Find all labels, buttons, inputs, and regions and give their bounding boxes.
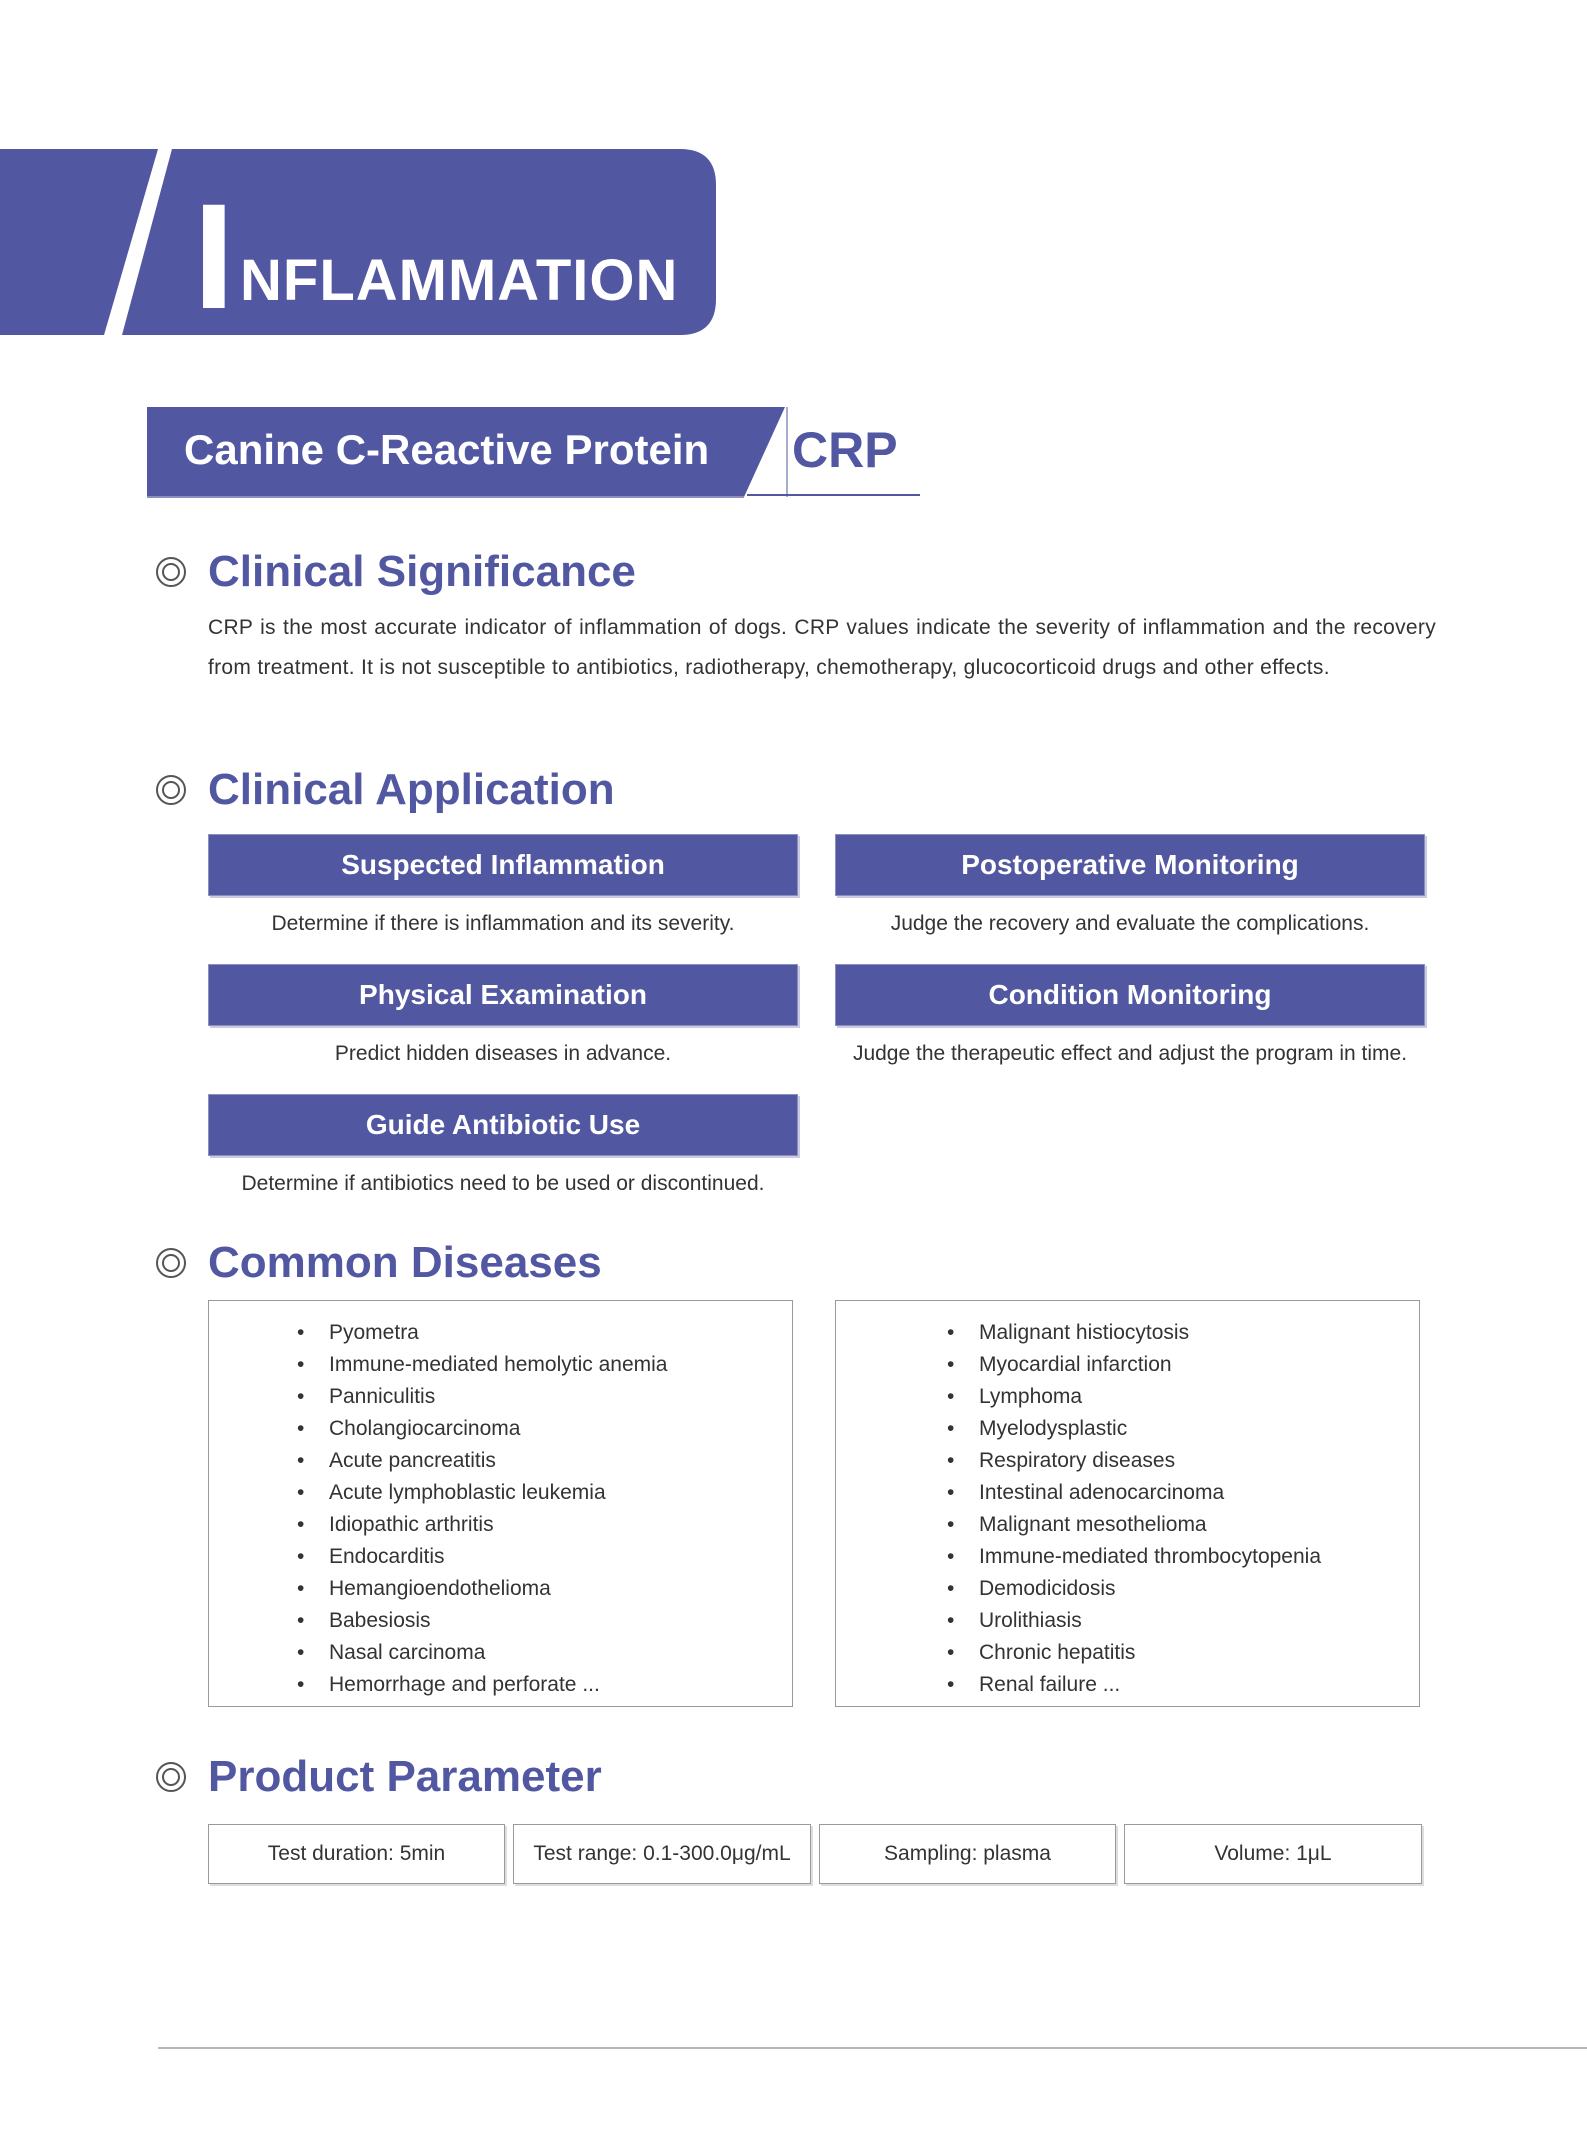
list-item: • Intestinal adenocarcinoma xyxy=(979,1477,1419,1509)
list-item: • Hemorrhage and perforate ... xyxy=(329,1669,792,1701)
application-item xyxy=(208,964,798,1066)
list-item: • Respiratory diseases xyxy=(979,1445,1419,1477)
section-title: Product Parameter xyxy=(208,1752,602,1801)
application-item xyxy=(208,1094,798,1196)
application-description: Judge the therapeutic effect and adjust the program in time. xyxy=(852,1042,1408,1065)
application-label: Guide Antibiotic Use xyxy=(208,1094,798,1156)
product-abbreviation: CRP xyxy=(792,422,898,478)
banner-initial-letter: I xyxy=(193,172,235,340)
list-item: • Hemangioendothelioma xyxy=(329,1573,792,1605)
banner-title: NFLAMMATION xyxy=(240,248,679,313)
param-sampling: Sampling: plasma xyxy=(819,1824,1116,1884)
section-product-parameter xyxy=(156,1752,602,1801)
param-test-range: Test range: 0.1-300.0μg/mL xyxy=(513,1824,811,1884)
list-item: • Nasal carcinoma xyxy=(329,1637,792,1669)
clinical-significance-text: CRP is the most accurate indicator of inflammation of dogs. CRP values indicate the severity of inflammation and the recovery from treatment. It is not susceptible to antibiotics, radiotherapy, chemotherapy, glucocorticoid drugs and other effects. xyxy=(208,616,1436,679)
list-item: • Babesiosis xyxy=(329,1605,792,1637)
list-item: • Immune-mediated thrombocytopenia xyxy=(979,1541,1419,1573)
section-title: Clinical Application xyxy=(208,765,615,814)
application-label: Postoperative Monitoring xyxy=(835,834,1425,896)
parameter-row xyxy=(208,1824,1422,1884)
list-item: • Lymphoma xyxy=(979,1381,1419,1413)
section-common-diseases xyxy=(156,1238,602,1287)
param-volume: Volume: 1μL xyxy=(1124,1824,1422,1884)
list-item: • Endocarditis xyxy=(329,1541,792,1573)
list-item: • Myocardial infarction xyxy=(979,1349,1419,1381)
footer-divider xyxy=(158,2047,1587,2049)
list-item: • Myelodysplastic xyxy=(979,1413,1419,1445)
double-circle-icon xyxy=(156,1762,186,1792)
application-description: Determine if there is inflammation and its severity. xyxy=(271,912,735,935)
double-circle-icon xyxy=(156,1248,186,1278)
disease-list-right xyxy=(835,1300,1420,1707)
list-item: • Idiopathic arthritis xyxy=(329,1509,792,1541)
double-circle-icon xyxy=(156,557,186,587)
application-item xyxy=(835,964,1425,1066)
list-item: • Chronic hepatitis xyxy=(979,1637,1419,1669)
list-item: • Acute pancreatitis xyxy=(329,1445,792,1477)
list-item: • Renal failure ... xyxy=(979,1669,1419,1701)
application-label: Suspected Inflammation xyxy=(208,834,798,896)
section-title: Common Diseases xyxy=(208,1238,602,1287)
disease-list-left xyxy=(208,1300,793,1707)
list-item: • Pyometra xyxy=(329,1317,792,1349)
application-item xyxy=(835,834,1425,936)
list-item: • Cholangiocarcinoma xyxy=(329,1413,792,1445)
section-clinical-significance xyxy=(156,547,636,596)
application-description: Determine if antibiotics need to be used or discontinued. xyxy=(241,1172,765,1195)
application-label: Physical Examination xyxy=(208,964,798,1026)
application-label: Condition Monitoring xyxy=(835,964,1425,1026)
application-description: Judge the recovery and evaluate the complications. xyxy=(890,912,1370,935)
product-name: Canine C-Reactive Protein xyxy=(184,426,710,473)
application-description: Predict hidden diseases in advance. xyxy=(334,1042,672,1065)
list-item: • Immune-mediated hemolytic anemia xyxy=(329,1349,792,1381)
list-item: • Panniculitis xyxy=(329,1381,792,1413)
section-clinical-application xyxy=(156,765,615,814)
list-item: • Acute lymphoblastic leukemia xyxy=(329,1477,792,1509)
list-item: • Demodicidosis xyxy=(979,1573,1419,1605)
list-item: • Malignant mesothelioma xyxy=(979,1509,1419,1541)
section-title: Clinical Significance xyxy=(208,547,636,596)
list-item: • Urolithiasis xyxy=(979,1605,1419,1637)
list-item: • Malignant histiocytosis xyxy=(979,1317,1419,1349)
application-item xyxy=(208,834,798,936)
param-test-duration: Test duration: 5min xyxy=(208,1824,505,1884)
double-circle-icon xyxy=(156,775,186,805)
